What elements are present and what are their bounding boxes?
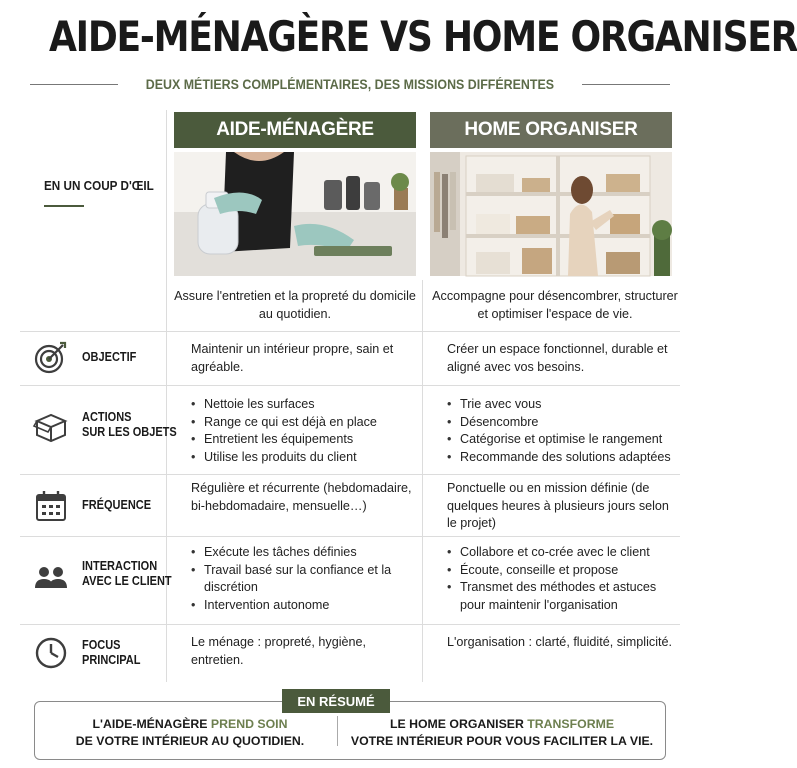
subtitle-row xyxy=(30,72,670,96)
row-label-objectif: OBJECTIF xyxy=(82,350,137,364)
column-divider-left xyxy=(166,110,167,682)
column-header-home-organiser: HOME ORGANISER xyxy=(430,112,672,148)
target-icon xyxy=(34,340,68,374)
summary-text: L'AIDE-MÉNAGÈRE xyxy=(92,717,211,731)
list-item: • Utilise les produits du client xyxy=(191,449,417,467)
list-item: • Exécute les tâches définies xyxy=(191,544,417,562)
calendar-icon xyxy=(34,489,68,523)
page-subtitle: DEUX MÉTIERS COMPLÉMENTAIRES, DES MISSIONS DIFFÉRENTES xyxy=(145,76,555,92)
summary-divider xyxy=(337,716,338,746)
list-item: • Collabore et co-crée avec le client xyxy=(447,544,682,562)
clock-icon xyxy=(34,636,68,670)
column-divider-middle xyxy=(422,280,423,682)
row-divider xyxy=(20,474,680,475)
list-item: • Entretient les équipements xyxy=(191,431,417,449)
list-item: • Trie avec vous xyxy=(447,396,682,414)
list-item: • Désencombre xyxy=(447,414,682,432)
row-label-line: PRINCIPAL xyxy=(82,653,141,667)
row-divider xyxy=(20,385,680,386)
subtitle-rule-right xyxy=(582,84,670,85)
row-label-line: SUR LES OBJETS xyxy=(82,425,177,439)
objectif-home-organiser: Créer un espace fonctionnel, durable et aligné avec vos besoins. xyxy=(447,342,668,374)
row-label-frequence: FRÉQUENCE xyxy=(82,498,152,512)
page-title: AIDE-MÉNAGÈRE VS HOME ORGANISER xyxy=(49,12,797,61)
row-divider xyxy=(20,331,680,332)
row-label-focus xyxy=(82,638,140,668)
frequence-home-organiser: Ponctuelle ou en mission définie (de quelques heures à plusieurs jours selon le projet) xyxy=(447,481,669,531)
actions-home-organiser xyxy=(447,396,682,466)
people-icon xyxy=(34,562,68,596)
cleaning-photo xyxy=(174,152,416,276)
list-item: • Transmet des méthodes et astuces pour maintenir l'organisation xyxy=(447,579,682,614)
box-icon xyxy=(34,410,68,444)
focus-home-organiser: L'organisation : clarté, fluidité, simplicité. xyxy=(447,635,672,649)
column-header-aide-menagere: AIDE-MÉNAGÈRE xyxy=(174,112,416,148)
row-label-line: AVEC LE CLIENT xyxy=(82,574,172,588)
summary-aide-menagere xyxy=(50,716,330,750)
organising-photo xyxy=(430,152,672,276)
focus-aide-menagere: Le ménage : propreté, hygiène, entretien. xyxy=(191,635,367,667)
row-label-interaction xyxy=(82,559,172,589)
summary-home-organiser xyxy=(346,716,658,750)
summary-accent: TRANSFORME xyxy=(527,717,615,731)
list-item: • Intervention autonome xyxy=(191,597,417,615)
row-label-line: FOCUS xyxy=(82,638,121,652)
glance-underline xyxy=(44,205,84,207)
row-divider xyxy=(20,536,680,537)
list-item: • Nettoie les surfaces xyxy=(191,396,417,414)
list-item: • Recommande des solutions adaptées xyxy=(447,449,682,467)
summary-text: VOTRE INTÉRIEUR POUR VOUS FACILITER LA VIE. xyxy=(350,734,654,748)
glance-label: EN UN COUP D'ŒIL xyxy=(44,178,154,193)
summary-text: LE HOME ORGANISER xyxy=(389,717,528,731)
frequence-aide-menagere: Régulière et récurrente (hebdomadaire, bi-hebdomadaire, mensuelle…) xyxy=(191,481,412,513)
list-item: • Travail basé sur la confiance et la discrétion xyxy=(191,562,417,597)
summary-accent: PREND SOIN xyxy=(210,717,288,731)
row-label-actions xyxy=(82,410,177,440)
row-label-line: INTERACTION xyxy=(82,559,158,573)
summary-text: DE VOTRE INTÉRIEUR AU QUOTIDIEN. xyxy=(75,734,305,748)
intro-aide-menagere: Assure l'entretien et la propreté du domicile au quotidien. xyxy=(174,289,416,321)
interaction-home-organiser xyxy=(447,544,682,614)
interaction-aide-menagere xyxy=(191,544,417,614)
objectif-aide-menagere: Maintenir un intérieur propre, sain et agréable. xyxy=(191,342,394,374)
row-label-line: ACTIONS xyxy=(82,410,132,424)
summary-tag: EN RÉSUMÉ xyxy=(282,689,390,713)
subtitle-rule-left xyxy=(30,84,118,85)
list-item: • Écoute, conseille et propose xyxy=(447,562,682,580)
row-divider xyxy=(20,624,680,625)
intro-home-organiser: Accompagne pour désencombrer, structurer et optimiser l'espace de vie. xyxy=(432,289,678,321)
list-item: • Range ce qui est déjà en place xyxy=(191,414,417,432)
actions-aide-menagere xyxy=(191,396,417,466)
list-item: • Catégorise et optimise le rangement xyxy=(447,431,682,449)
